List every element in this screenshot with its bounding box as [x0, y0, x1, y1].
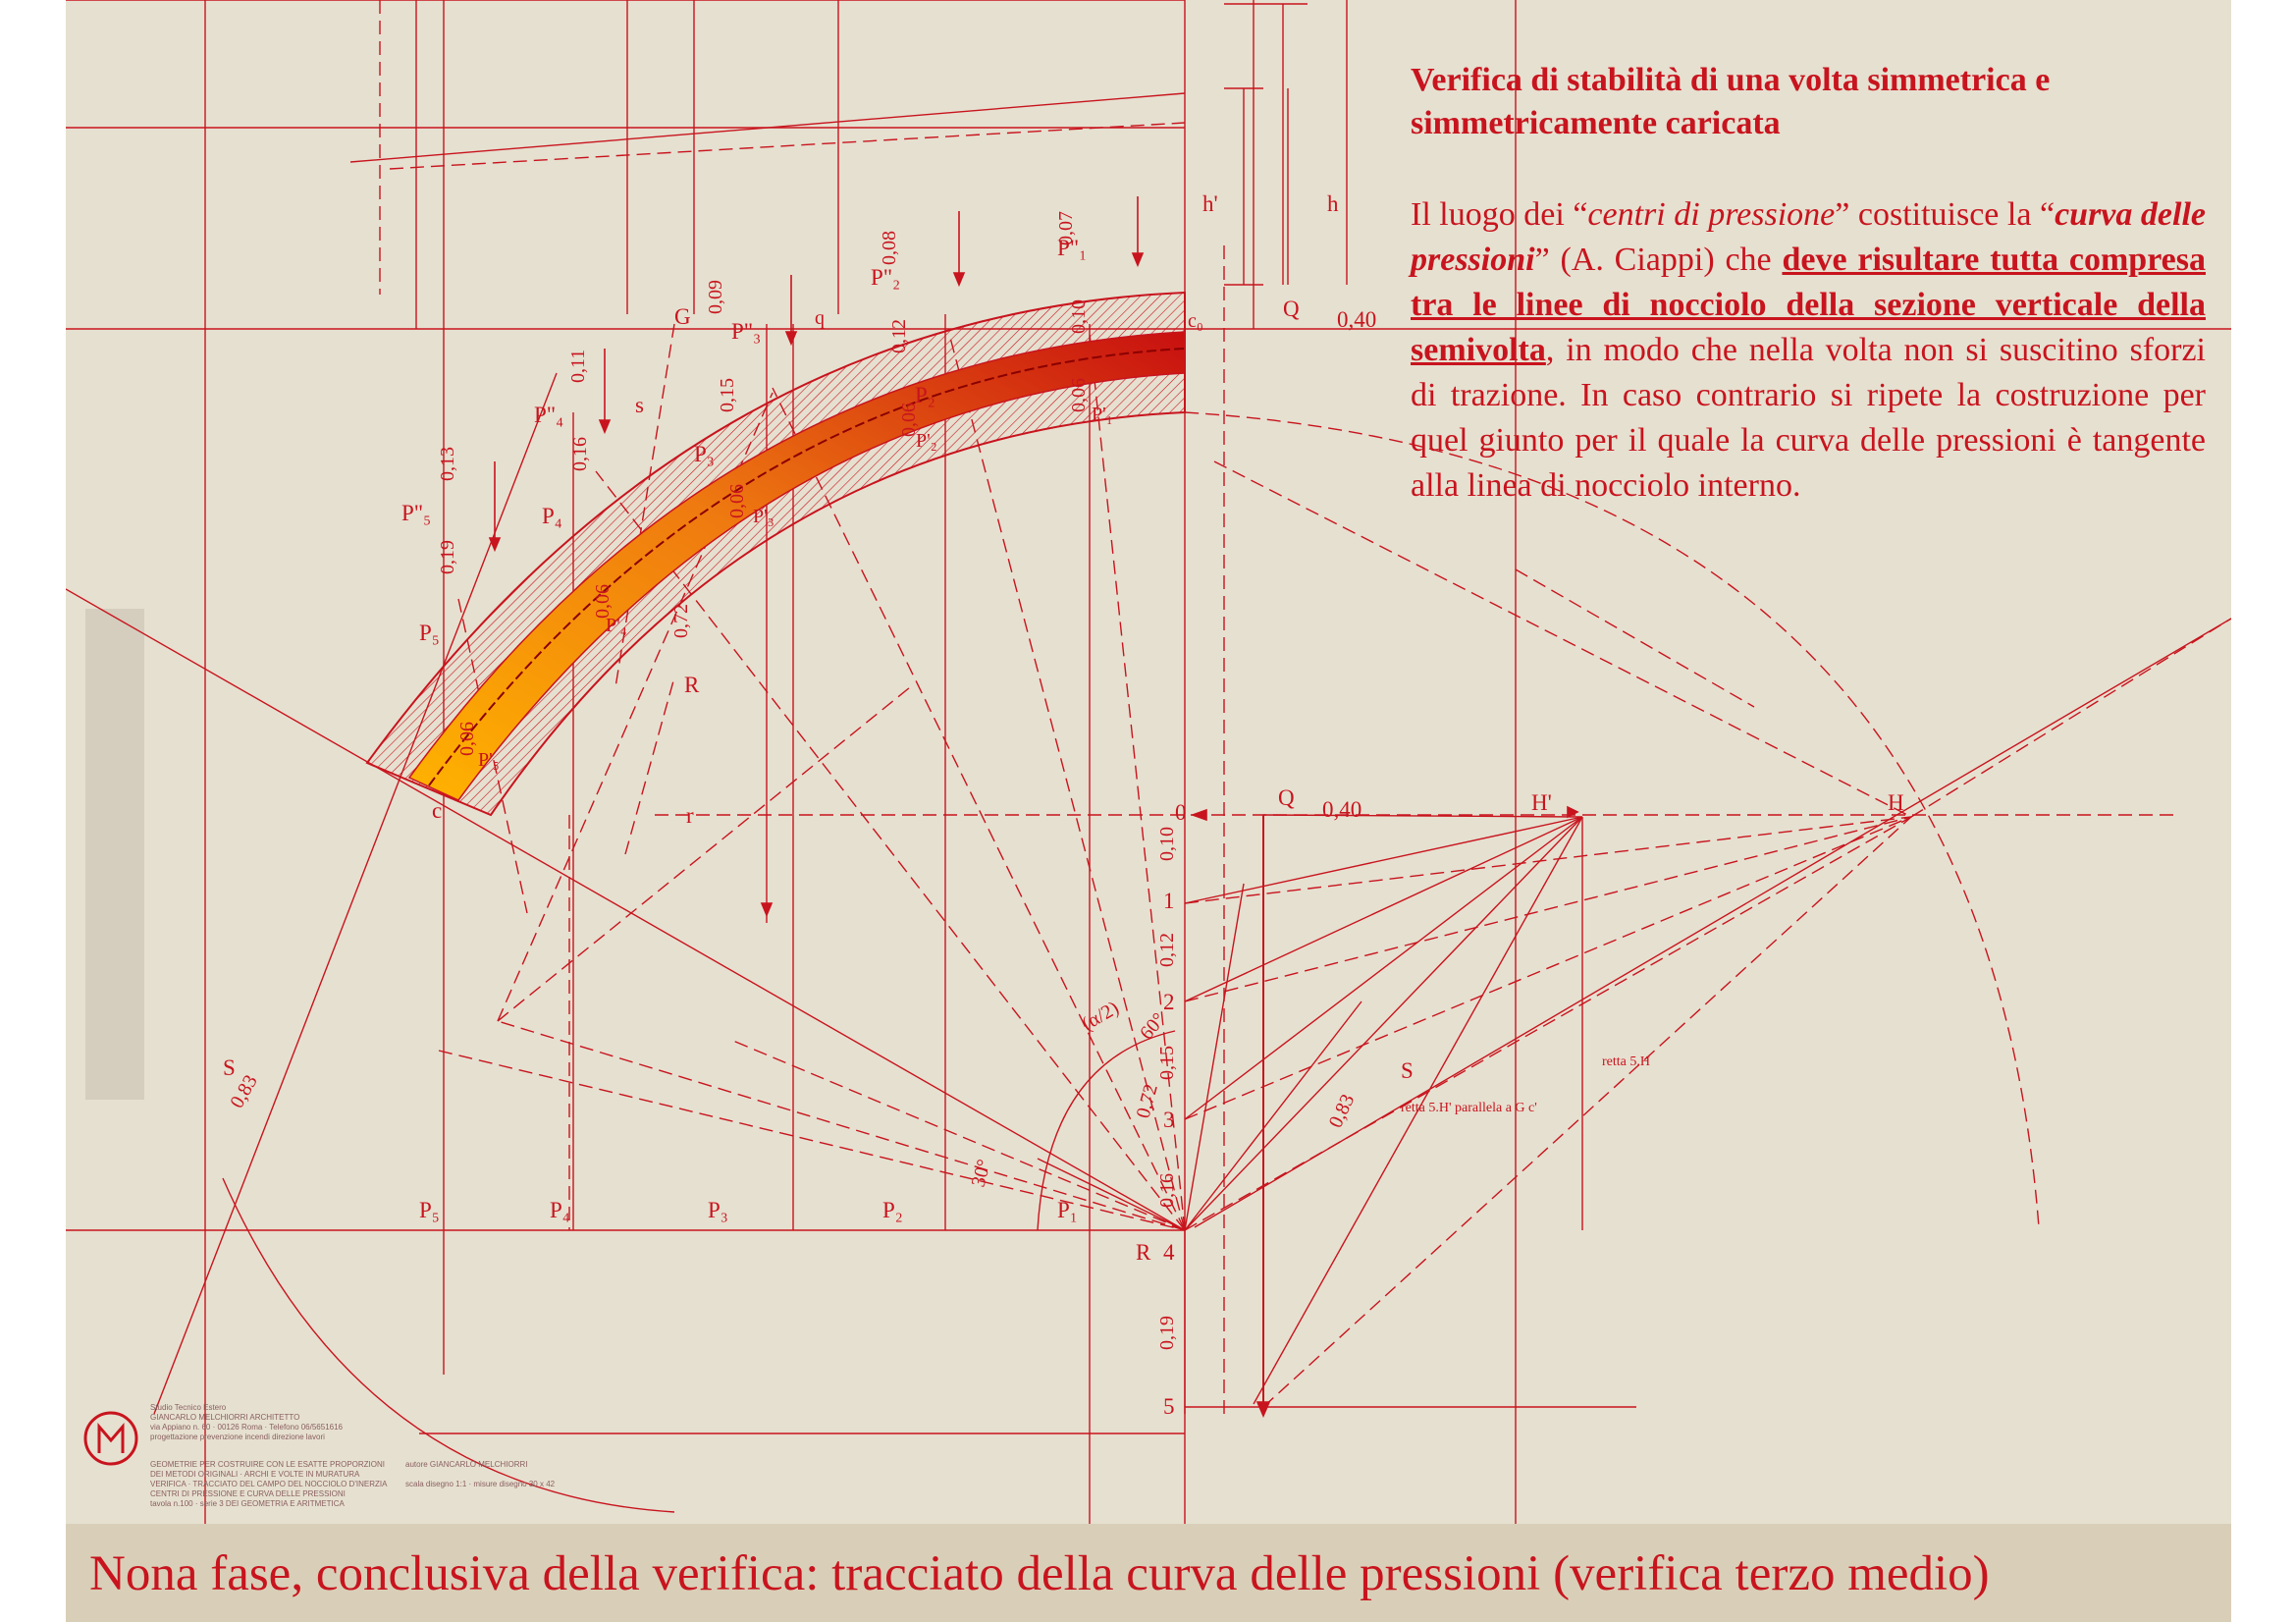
- dim-0-06-e: 0,06: [456, 722, 478, 756]
- label-P1-lower: P₁: [1057, 1198, 1078, 1222]
- dim-0-72-upper: 0,72: [670, 604, 692, 638]
- label-h: h: [1327, 191, 1339, 216]
- title-block-stamp: [81, 1399, 556, 1527]
- explanation-paragraph: Il luogo dei “centri di pressione” costituisce la “curva delle pressioni” (A. Ciappi) che deve risultare tutta compresa tra le linee di nocciolo della sezione verticale della semivolta, in modo che nella volta non si suscitino sforzi di trazione. In caso contrario si ripete la costruzione per quel giunto per il quale la curva delle pressioni è tangente alla linea di nocciolo interno.: [1411, 196, 2206, 504]
- tb-line10: autore GIANCARLO MELCHIORRI: [405, 1460, 528, 1469]
- tb-line6: DEI METODI ORIGINALI · ARCHI E VOLTE IN MURATURA: [150, 1470, 360, 1479]
- dim-0-06-c: 0,06: [898, 403, 920, 437]
- dim-0-83-left: 0,83: [226, 1071, 262, 1112]
- label-Pp5: P'₅: [478, 749, 500, 771]
- angle-alpha: (α/2): [1078, 997, 1123, 1036]
- label-r: r: [686, 803, 694, 828]
- tb-line4: progettazione prevenzione incendi direzione lavori: [150, 1433, 325, 1441]
- label-R-upper: R: [684, 673, 700, 697]
- angle-30: 30°: [967, 1157, 996, 1190]
- label-P1b: P"₁: [1057, 236, 1088, 260]
- label-P3-lower: P₃: [708, 1198, 728, 1222]
- drawing-sheet: [66, 0, 2231, 1622]
- dim-0-10-v: 0,10: [1156, 827, 1178, 861]
- label-c0: c₀: [1188, 310, 1203, 332]
- dim-0-08: 0,08: [879, 231, 900, 265]
- label-H-prime: H': [1531, 790, 1552, 815]
- tb-line9: tavola n.100 · serie 3 DEI GEOMETRIA E ARITMETICA: [150, 1499, 345, 1508]
- dim-0-07: 0,07: [1055, 211, 1077, 245]
- label-Pp1: P'₁: [1092, 404, 1113, 425]
- tb-line1: Studio Tecnico Estero: [150, 1403, 227, 1412]
- label-Pp3: P'₃: [753, 506, 774, 527]
- arch-ring: [367, 293, 1185, 815]
- label-Q-top: Q: [1283, 297, 1300, 321]
- label-P3a: P"₃: [731, 319, 762, 344]
- dim-0-12: 0,12: [1156, 933, 1178, 967]
- label-S-left: S: [223, 1055, 236, 1080]
- dim-0-16-v: 0,16: [1156, 1173, 1178, 1208]
- label-1: 1: [1163, 889, 1175, 913]
- dim-0-19-upper: 0,19: [437, 540, 458, 574]
- label-G: G: [674, 304, 691, 329]
- caption-bar: [66, 1524, 2231, 1622]
- label-h-prime: h': [1202, 191, 1218, 216]
- studio-logo: [81, 1399, 140, 1478]
- label-P4-lower: P₄: [550, 1198, 570, 1222]
- label-P2b: P"₂: [871, 265, 901, 290]
- dim-0-10-upper: 0,10: [1068, 299, 1090, 334]
- label-Pp4: P'₄: [606, 615, 627, 636]
- dim-0-83-right: 0,83: [1324, 1091, 1360, 1132]
- label-P2-upper: P₂: [915, 383, 935, 407]
- label-s: s: [635, 393, 644, 417]
- tb-line2: GIANCARLO MELCHIORRI ARCHITETTO: [150, 1413, 300, 1422]
- angle-60: 60°: [1135, 1008, 1170, 1045]
- label-2: 2: [1163, 990, 1175, 1014]
- label-retta-5h: retta 5.H: [1602, 1054, 1650, 1069]
- tb-line5: GEOMETRIE PER COSTRUIRE CON LE ESATTE PROPORZIONI: [150, 1460, 385, 1469]
- label-R-lower: R: [1136, 1240, 1151, 1265]
- label-Q-mid: Q: [1278, 785, 1295, 810]
- caption-text: Nona fase, conclusiva della verifica: tracciato della curva delle pressioni (verifica terzo medio): [89, 1546, 1990, 1601]
- dim-0-06-d: 0,06: [1068, 378, 1090, 412]
- tb-line11: scala disegno 1:1 · misure disegno 30 x 42: [405, 1480, 556, 1488]
- tb-line8: CENTRI DI PRESSIONE E CURVA DELLE PRESSIONI: [150, 1489, 346, 1498]
- label-P5-lower: P₅: [419, 1198, 440, 1222]
- dim-0-19-v: 0,19: [1156, 1316, 1178, 1350]
- dim-0-09: 0,09: [705, 280, 726, 314]
- label-retta-5hp: retta 5.H' parallela a G c': [1401, 1101, 1537, 1115]
- label-0: 0: [1175, 800, 1187, 825]
- label-H: H: [1888, 790, 1904, 815]
- label-4: 4: [1163, 1240, 1175, 1265]
- label-5: 5: [1163, 1394, 1175, 1419]
- label-P5-upper: P₅: [419, 621, 440, 645]
- label-Pp2: P'₂: [916, 430, 937, 452]
- label-c: c: [432, 798, 443, 823]
- label-P4a: P"₄: [534, 403, 564, 427]
- dim-0-16-upper: 0,16: [569, 437, 591, 471]
- label-P5a: P"₅: [401, 501, 432, 525]
- dim-0-12-upper: 0,12: [888, 319, 910, 353]
- explanation-text: [1411, 59, 2206, 509]
- dim-0-13: 0,13: [437, 447, 458, 481]
- paper-background-marks: [85, 609, 144, 1100]
- label-P4-upper: P₄: [542, 504, 562, 528]
- dim-0-06-a: 0,06: [592, 584, 614, 619]
- tb-line3: via Appiano n. 60 · 00126 Roma · Telefono 06/5651616: [150, 1423, 343, 1432]
- dim-0-06-b: 0,06: [726, 484, 748, 518]
- dim-0-72-lower: 0,72: [1132, 1081, 1162, 1121]
- label-P2-lower: P₂: [882, 1198, 903, 1222]
- label-P3-upper: P₃: [694, 442, 715, 466]
- label-040-mid: 0,40: [1322, 797, 1362, 822]
- dim-0-15-upper: 0,15: [717, 378, 738, 412]
- dim-0-11: 0,11: [567, 349, 589, 383]
- label-3: 3: [1163, 1108, 1175, 1132]
- label-q: q: [815, 307, 825, 329]
- heading: Verifica di stabilità di una volta simmetrica e simmetricamente caricata: [1411, 62, 2051, 141]
- label-S-right: S: [1401, 1058, 1414, 1083]
- label-040-top: 0,40: [1337, 307, 1377, 332]
- tb-line7: VERIFICA · TRACCIATO DEL CAMPO DEL NOCCIOLO D'INERZIA: [150, 1480, 388, 1488]
- dim-0-15-v: 0,15: [1156, 1046, 1178, 1080]
